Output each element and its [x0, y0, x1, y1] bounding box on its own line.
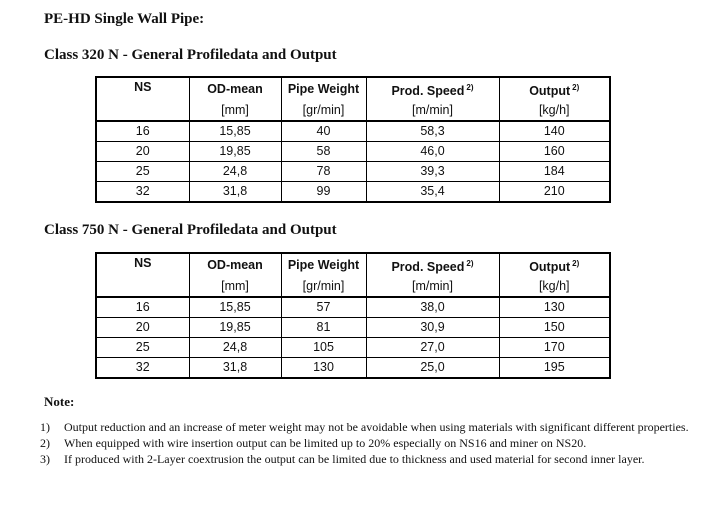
cell-pipe-weight: 57: [281, 297, 366, 318]
note-item: [40, 436, 705, 450]
cell-ns: 32: [96, 182, 189, 203]
cell-ns: 25: [96, 162, 189, 182]
unit-pipe-weight: [gr/min]: [281, 101, 366, 121]
cell-output: 140: [499, 121, 610, 142]
note-item: [40, 452, 705, 466]
notes-list: [40, 420, 705, 468]
units-ns-empty: [96, 101, 189, 121]
cell-pipe-weight: 130: [281, 358, 366, 379]
cell-prod-speed: 30,9: [366, 318, 499, 338]
section-title-class-750: Class 750 N - General Profiledata and Output: [44, 222, 337, 238]
cell-ns: 16: [96, 121, 189, 142]
cell-ns: 32: [96, 358, 189, 379]
table-units-row: [96, 277, 610, 297]
cell-output: 184: [499, 162, 610, 182]
table-row: [96, 338, 610, 358]
cell-pipe-weight: 78: [281, 162, 366, 182]
unit-output: [kg/h]: [499, 277, 610, 297]
header-ns: NS: [96, 253, 189, 277]
table-row: [96, 297, 610, 318]
header-od-mean: OD-mean: [189, 253, 281, 277]
unit-od-mean: [mm]: [189, 101, 281, 121]
header-prod-speed-label: Prod. Speed: [391, 260, 465, 274]
cell-output: 170: [499, 338, 610, 358]
cell-od-mean: 31,8: [189, 182, 281, 203]
table-header-row: [96, 253, 610, 277]
profile-table-class-320: [95, 76, 611, 203]
note-text: If produced with 2-Layer coextrusion the output can be limited due to thickness and used material for second inner layer.: [64, 452, 645, 466]
table-units-row: [96, 101, 610, 121]
cell-prod-speed: 35,4: [366, 182, 499, 203]
cell-od-mean: 15,85: [189, 297, 281, 318]
cell-ns: 16: [96, 297, 189, 318]
cell-pipe-weight: 81: [281, 318, 366, 338]
table-row: [96, 162, 610, 182]
footnote-ref: 2): [572, 83, 580, 92]
cell-prod-speed: 27,0: [366, 338, 499, 358]
header-prod-speed-label: Prod. Speed: [391, 84, 465, 98]
cell-ns: 25: [96, 338, 189, 358]
note-title: Note:: [44, 394, 75, 409]
header-prod-speed: [366, 253, 499, 277]
note-item: [40, 420, 705, 434]
cell-od-mean: 15,85: [189, 121, 281, 142]
cell-prod-speed: 38,0: [366, 297, 499, 318]
header-ns: NS: [96, 77, 189, 101]
profile-table-class-750: [95, 252, 611, 379]
header-output: [499, 77, 610, 101]
footnote-ref: 2): [466, 83, 474, 92]
cell-od-mean: 19,85: [189, 318, 281, 338]
cell-od-mean: 19,85: [189, 142, 281, 162]
cell-od-mean: 31,8: [189, 358, 281, 379]
table-row: [96, 318, 610, 338]
cell-pipe-weight: 99: [281, 182, 366, 203]
footnote-ref: 2): [572, 259, 580, 268]
unit-od-mean: [mm]: [189, 277, 281, 297]
section-title-class-320: Class 320 N - General Profiledata and Output: [44, 47, 337, 63]
cell-prod-speed: 46,0: [366, 142, 499, 162]
unit-prod-speed: [m/min]: [366, 277, 499, 297]
units-ns-empty: [96, 277, 189, 297]
note-number: 3): [40, 452, 50, 466]
cell-pipe-weight: 58: [281, 142, 366, 162]
cell-od-mean: 24,8: [189, 162, 281, 182]
note-text: Output reduction and an increase of meter weight may not be avoidable when using materials with significant different properties.: [64, 420, 689, 434]
cell-pipe-weight: 105: [281, 338, 366, 358]
cell-prod-speed: 58,3: [366, 121, 499, 142]
header-pipe-weight: Pipe Weight: [281, 77, 366, 101]
cell-od-mean: 24,8: [189, 338, 281, 358]
note-text: When equipped with wire insertion output can be limited up to 20% especially on NS16 and miner on NS20.: [64, 436, 587, 450]
unit-output: [kg/h]: [499, 101, 610, 121]
header-pipe-weight: Pipe Weight: [281, 253, 366, 277]
table-row: [96, 142, 610, 162]
header-output-label: Output: [529, 84, 571, 98]
table-header-row: [96, 77, 610, 101]
unit-pipe-weight: [gr/min]: [281, 277, 366, 297]
cell-output: 150: [499, 318, 610, 338]
cell-ns: 20: [96, 142, 189, 162]
table-row: [96, 121, 610, 142]
cell-prod-speed: 25,0: [366, 358, 499, 379]
note-number: 2): [40, 436, 50, 450]
note-number: 1): [40, 420, 50, 434]
header-od-mean: OD-mean: [189, 77, 281, 101]
header-output-label: Output: [529, 260, 571, 274]
cell-output: 195: [499, 358, 610, 379]
footnote-ref: 2): [466, 259, 474, 268]
table-row: [96, 182, 610, 203]
cell-ns: 20: [96, 318, 189, 338]
header-prod-speed: [366, 77, 499, 101]
cell-output: 210: [499, 182, 610, 203]
document-title: PE-HD Single Wall Pipe:: [44, 11, 205, 27]
unit-prod-speed: [m/min]: [366, 101, 499, 121]
table-row: [96, 358, 610, 379]
cell-output: 130: [499, 297, 610, 318]
cell-pipe-weight: 40: [281, 121, 366, 142]
cell-prod-speed: 39,3: [366, 162, 499, 182]
cell-output: 160: [499, 142, 610, 162]
header-output: [499, 253, 610, 277]
